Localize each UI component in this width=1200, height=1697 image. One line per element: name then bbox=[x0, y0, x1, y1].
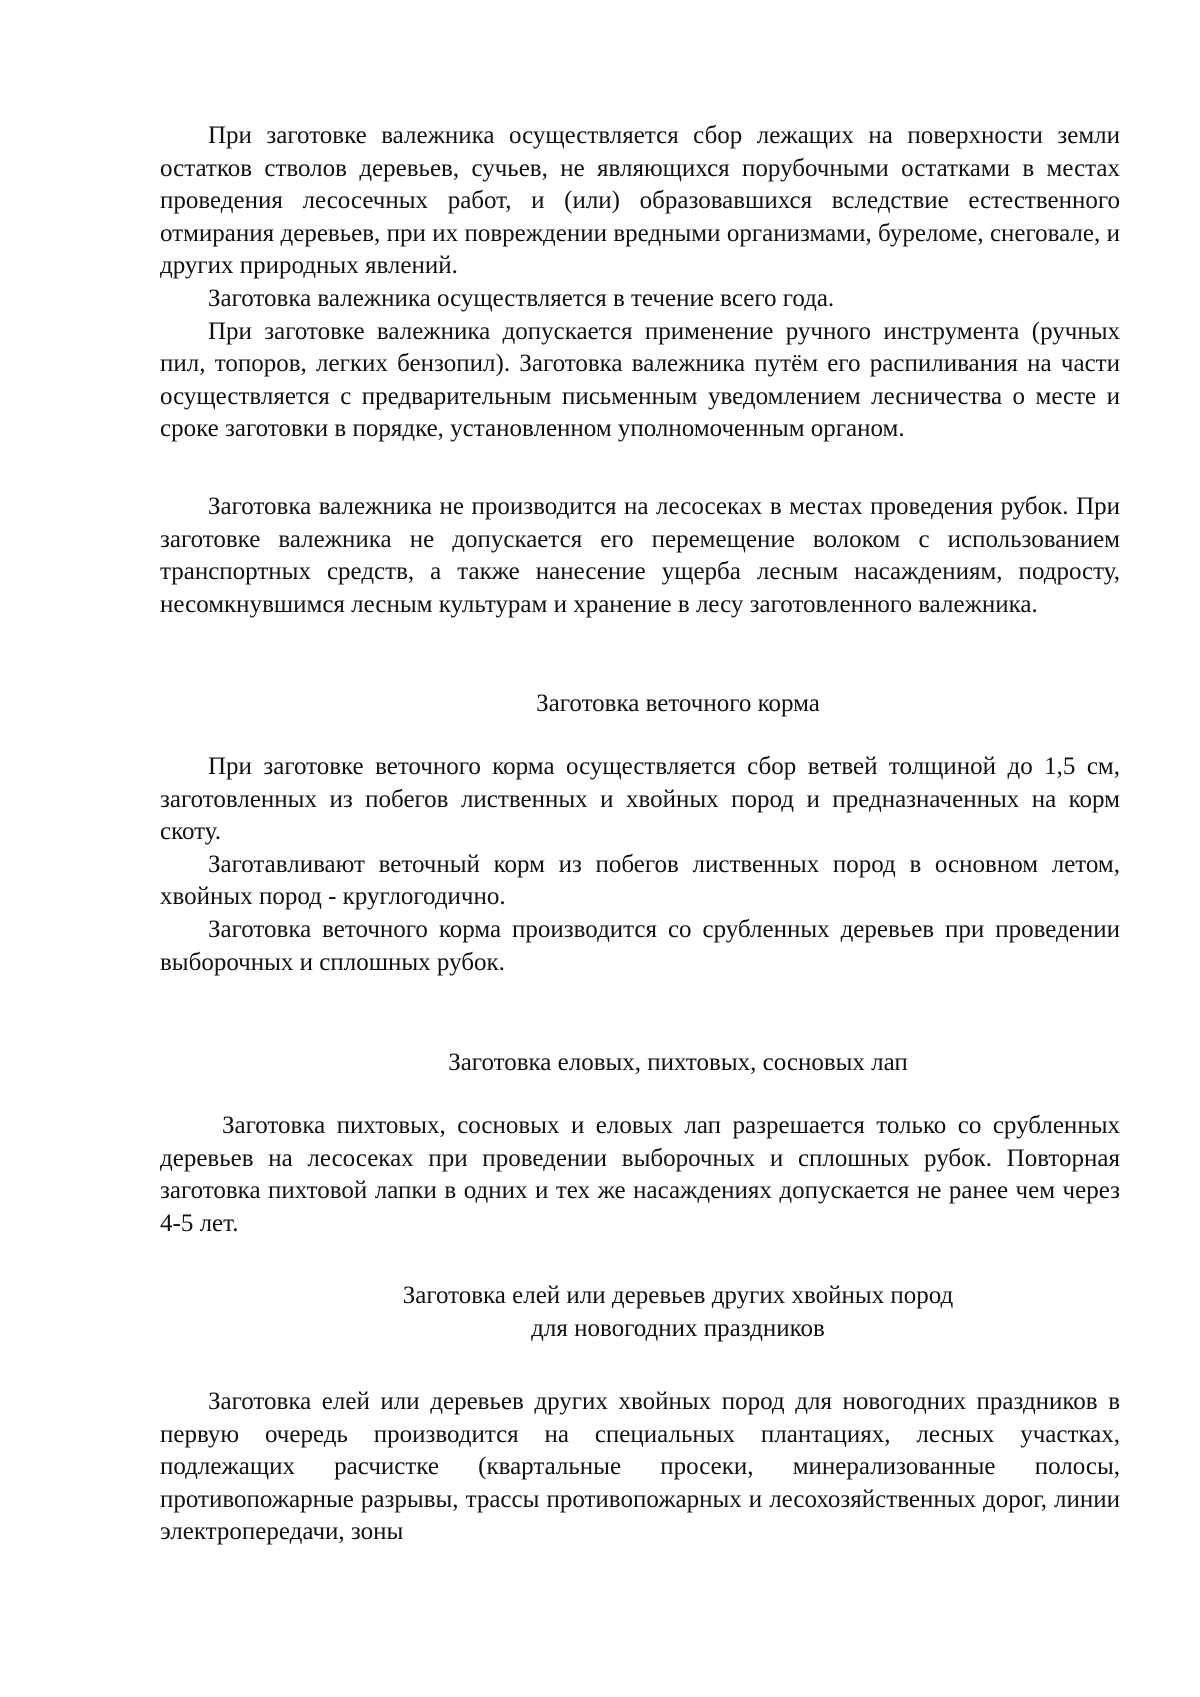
branch-feed-paragraph-3: Заготовка веточного корма производится со срубленных деревьев при проведении выборочных и сплошных рубок. bbox=[160, 915, 1120, 976]
deadwood-paragraph-4: Заготовка валежника не производится на лесосеках в местах проведения рубок. При заготовке валежника не допускается его перемещение волоком с использованием транспортных средств, а также нанесение ущерба лесным насаждениям, подросту, несомкнувшимся лесным культурам и хранение в лесу заготовленного валежника. bbox=[160, 493, 1120, 618]
deadwood-paragraph-1: При заготовке валежника осуществляется сбор лежащих на поверхности земли остатков стволов деревьев, сучьев, не являющихся порубочными остатками в местах проведения лесосечных работ, и (или) образовавшихся вследствие естественного отмирания деревьев, при их повреждении вредными организмами, буреломе, снеговале, и других природных явлений. bbox=[160, 122, 1120, 280]
new-year-trees-heading-line-1: Заготовка елей или деревьев других хвойных пород bbox=[402, 1282, 954, 1309]
deadwood-paragraph-2: Заготовка валежника осуществляется в течение всего года. bbox=[208, 284, 835, 312]
deadwood-paragraph-3: При заготовке валежника допускается применение ручного инструмента (ручных пил, топоров, легких бензопил). Заготовка валежника путём его распиливания на части осуществляется с предварительным письменным уведомлением лесничества о месте и сроке заготовки в порядке, установленном уполномоченным органом. bbox=[160, 317, 1120, 443]
new-year-trees-heading bbox=[198, 1280, 1158, 1345]
new-year-trees-paragraph-1: Заготовка елей или деревьев других хвойных пород для новогодних праздников в первую очередь производится на специальных плантациях, лесных участках, подлежащих расчистке (квартальные просеки, минерализованные полосы, противопожарные разрывы, трассы противопожарных и лесохозяйственных дорог, линии электропередачи, зоны bbox=[160, 1388, 1120, 1546]
conifer-paws-heading: Заготовка еловых, пихтовых, сосновых лап bbox=[448, 1049, 908, 1076]
new-year-trees-heading-line-2: для новогодних праздников bbox=[531, 1314, 825, 1342]
branch-feed-heading: Заготовка веточного корма bbox=[536, 690, 820, 717]
branch-feed-paragraph-1: При заготовке веточного корма осуществляется сбор ветвей толщиной до 1,5 см, заготовленных из побегов лиственных и хвойных пород и предназначенных на корм скоту. bbox=[160, 753, 1120, 846]
branch-feed-paragraph-2: Заготавливают веточный корм из побегов лиственных пород в основном летом, хвойных пород - круглогодично. bbox=[160, 850, 1120, 911]
conifer-paws-section bbox=[160, 1110, 1120, 1240]
deadwood-section bbox=[160, 120, 1120, 446]
conifer-paws-paragraph-1: Заготовка пихтовых, сосновых и еловых лап разрешается только со срубленных деревьев на лесосеках при проведении выборочных и сплошных рубок. Повторная заготовка пихтовой лапки в одних и тех же насаждениях допускается не ранее чем через 4-5 лет. bbox=[160, 1112, 1120, 1237]
deadwood-restrictions-section bbox=[160, 491, 1120, 621]
new-year-trees-section bbox=[160, 1386, 1120, 1549]
branch-feed-section bbox=[160, 751, 1120, 979]
